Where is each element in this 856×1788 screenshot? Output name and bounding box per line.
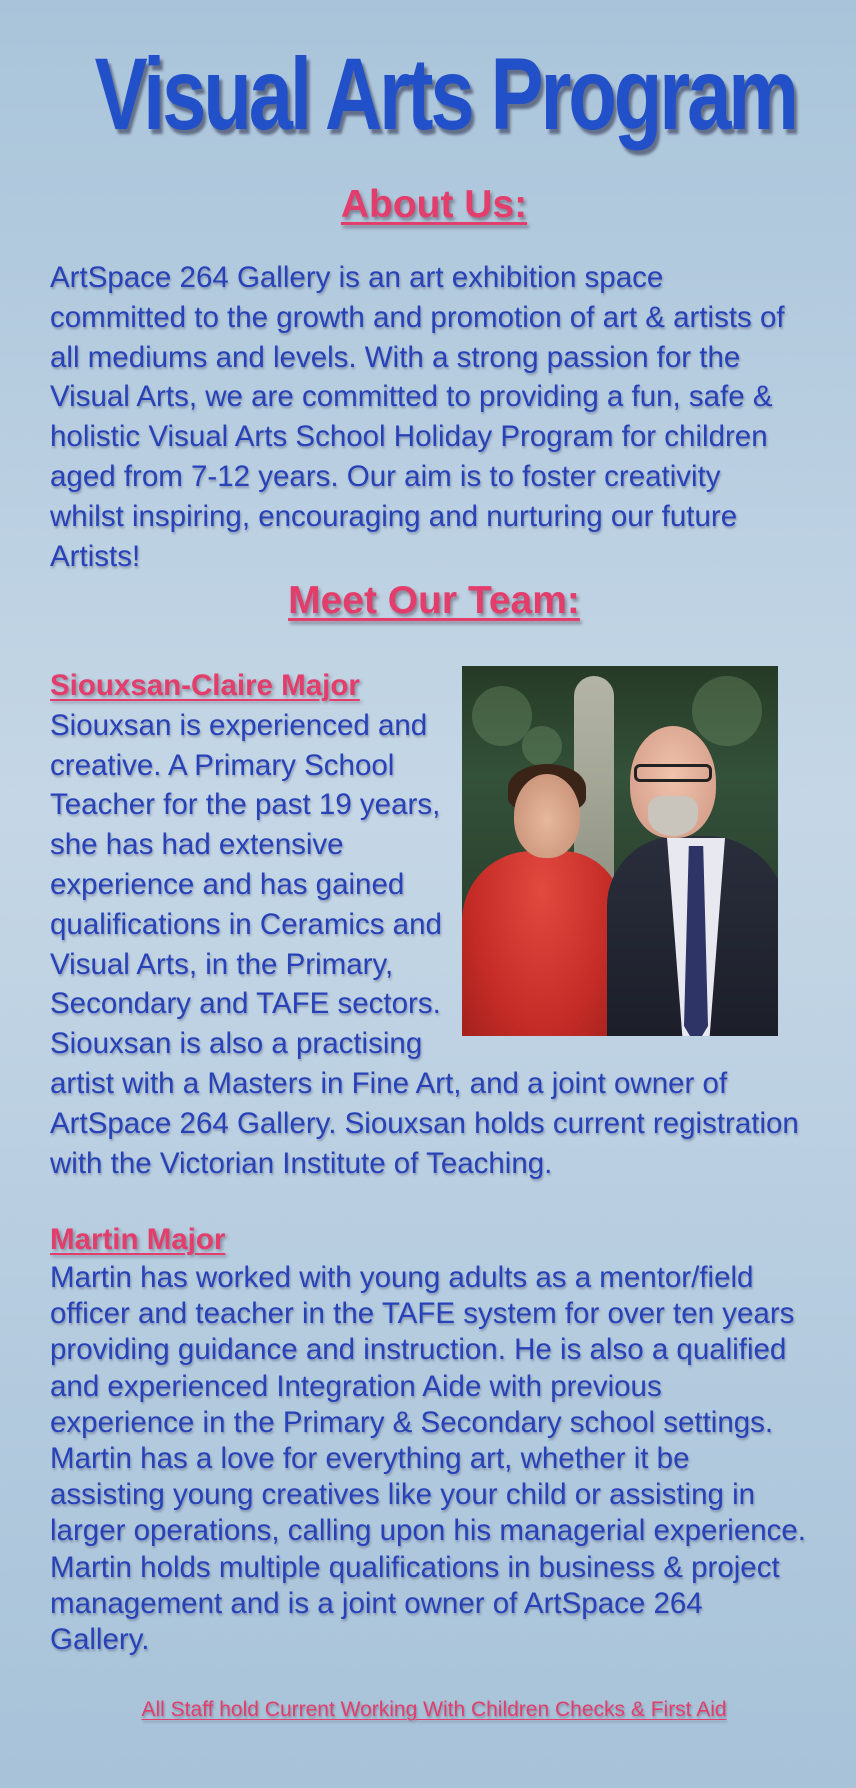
team-member-martin <box>50 1220 810 1658</box>
member-bio-continued: Martin has a love for everything art, whether it be assisting young creatives like your child or assisting in larger operations, calling upon his managerial experience. Martin holds multiple qualifications in business & project management and is a joint owner of ArtSpace 264 Gallery. <box>50 1442 806 1657</box>
member-name: Martin Major <box>50 1223 226 1256</box>
member-name: Siouxsan-Claire Major <box>50 669 360 702</box>
page-title: Visual Arts Program <box>94 37 796 151</box>
staff-checks-note: All Staff hold Current Working With Children Checks & First Aid <box>141 1698 727 1721</box>
member-bio: Martin has worked with young adults as a mentor/field officer and teacher in the TAFE system for over ten years providing guidance and instruction. He is also a qualified and experienced Integration Aide with previous experience in the Primary & Secondary school settings. <box>50 1261 795 1439</box>
about-text: ArtSpace 264 Gallery is an art exhibition space committed to the growth and promotion of art & artists of all mediums and levels. With a strong passion for the Visual Arts, we are committed to providing a fun, safe & holistic Visual Arts School Holiday Program for children aged from 7-12 years. Our aim is to foster creativity whilst inspiring, encouraging and nurturing our future Artists! <box>50 261 785 573</box>
team-heading: Meet Our Team: <box>288 579 580 622</box>
member-bio: Siouxsan is experienced and creative. A Primary School Teacher for the past 19 years, she has had extensive experience and has gained qualifications in Ceramics and Visual Arts, in the Primary, Secondary and TAFE sectors. Siouxsan is also a practising artist with a Masters in Fine Art, and a joint owner of ArtSpace 264 Gallery. Siouxsan holds current registration with the Victorian Institute of Teaching. <box>50 708 799 1180</box>
team-member-siouxsan <box>50 666 800 1183</box>
team-photo <box>462 666 778 1036</box>
about-heading: About Us: <box>340 183 528 226</box>
